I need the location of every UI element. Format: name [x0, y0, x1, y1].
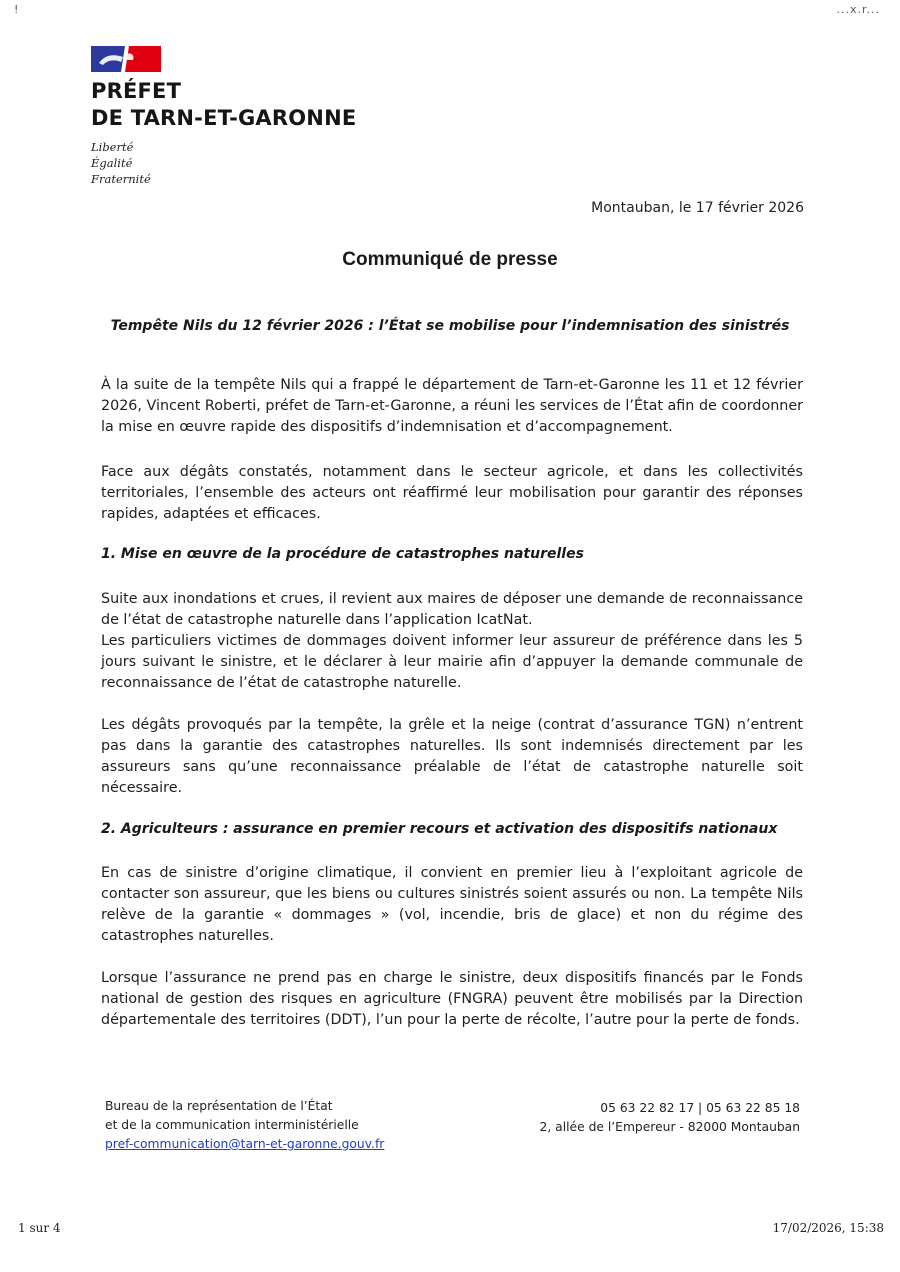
contact-address: 2, allée de l’Empereur - 82000 Montauban: [539, 1120, 800, 1134]
office-line-1: Bureau de la représentation de l’État: [105, 1099, 333, 1113]
marianne-flag-icon: [91, 46, 161, 72]
section-2-paragraph-1: En cas de sinistre d’origine climatique, il convient en premier lieu à l’exploitant agricole de contacter son assureur, que les biens ou cultures sinistrés soient assurés ou non. La tempête Nils relève de la garantie « dommages » (vol, incendie, bris de glace) et non du régime des catastrophes naturelles.: [101, 865, 803, 944]
contact-email-link[interactable]: pref-communication@tarn-et-garonne.gouv.fr: [105, 1137, 385, 1151]
press-release-subtitle: Tempête Nils du 12 février 2026 : l’État se mobilise pour l’indemnisation des sinistrés: [110, 318, 790, 334]
republic-motto: [91, 139, 151, 187]
intro-paragraph-2: Face aux dégâts constatés, notamment dans le secteur agricole, et dans les collectivités territoriales, l’ensemble des acteurs ont réaffirmé leur mobilisation pour garantir des réponses rapides, adaptées et efficaces.: [101, 464, 803, 522]
document-type: Communiqué de presse: [342, 249, 558, 270]
motto-fraternite: Fraternité: [91, 172, 151, 186]
print-timestamp: 17/02/2026, 15:38: [772, 1221, 884, 1235]
motto-egalite: Égalité: [91, 156, 133, 170]
intro-paragraph-1: À la suite de la tempête Nils qui a frappé le département de Tarn-et-Garonne les 11 et 12 février 2026, Vincent Roberti, préfet de Tarn-et-Garonne, a réuni les services de l’État afin de coordonner la mise en œuvre rapide des dispositifs d’indemnisation et d’accompagnement.: [101, 377, 803, 435]
office-line-2: et de la communication interministérielle: [105, 1118, 359, 1132]
section-1-heading: 1. Mise en œuvre de la procédure de catastrophes naturelles: [101, 546, 584, 562]
section-1-paragraph-1-part2: Les particuliers victimes de dommages doivent informer leur assureur de préférence dans les 5 jours suivant le sinistre, et le déclarer à leur mairie afin d’appuyer la demande communale de reconnaissance de l’état de catastrophe naturelle.: [101, 633, 803, 691]
section-1-paragraph-2: Les dégâts provoqués par la tempête, la grêle et la neige (contrat d’assurance TGN) n’entrent pas dans la garantie des catastrophes naturelles. Ils sont indemnisés directement par les assureurs sans qu’une reconnaissance préalable de l’état de catastrophe naturelle soit nécessaire.: [101, 717, 803, 796]
section-2-heading: 2. Agriculteurs : assurance en premier recours et activation des dispositifs nationaux: [101, 821, 778, 837]
marianne-logo: [91, 46, 161, 72]
prefecture-title-line2: DE TARN-ET-GARONNE: [91, 106, 357, 130]
place-date: Montauban, le 17 février 2026: [591, 200, 804, 216]
contact-office-block: [105, 1097, 384, 1154]
scan-mark-right: ...x.r...: [836, 3, 880, 16]
contact-details-block: [540, 1099, 800, 1137]
prefecture-title: [91, 78, 356, 132]
motto-liberte: Liberté: [91, 140, 134, 154]
contact-phones: 05 63 22 82 17 | 05 63 22 85 18: [600, 1101, 800, 1115]
section-1-paragraph-1-part1: Suite aux inondations et crues, il revient aux maires de déposer une demande de reconnaissance de l’état de catastrophe naturelle dans l’application IcatNat.: [101, 591, 803, 628]
section-1-paragraph-1: [101, 589, 803, 694]
page-counter: 1 sur 4: [18, 1221, 61, 1235]
prefecture-title-line1: PRÉFET: [91, 79, 182, 103]
section-2-paragraph-2: Lorsque l’assurance ne prend pas en charge le sinistre, deux dispositifs financés par le Fonds national de gestion des risques en agriculture (FNGRA) peuvent être mobilisés par la Direction départementale des territoires (DDT), l’un pour la perte de récolte, l’autre pour la perte de fonds.: [101, 970, 803, 1028]
scan-mark-left: !: [14, 3, 19, 16]
